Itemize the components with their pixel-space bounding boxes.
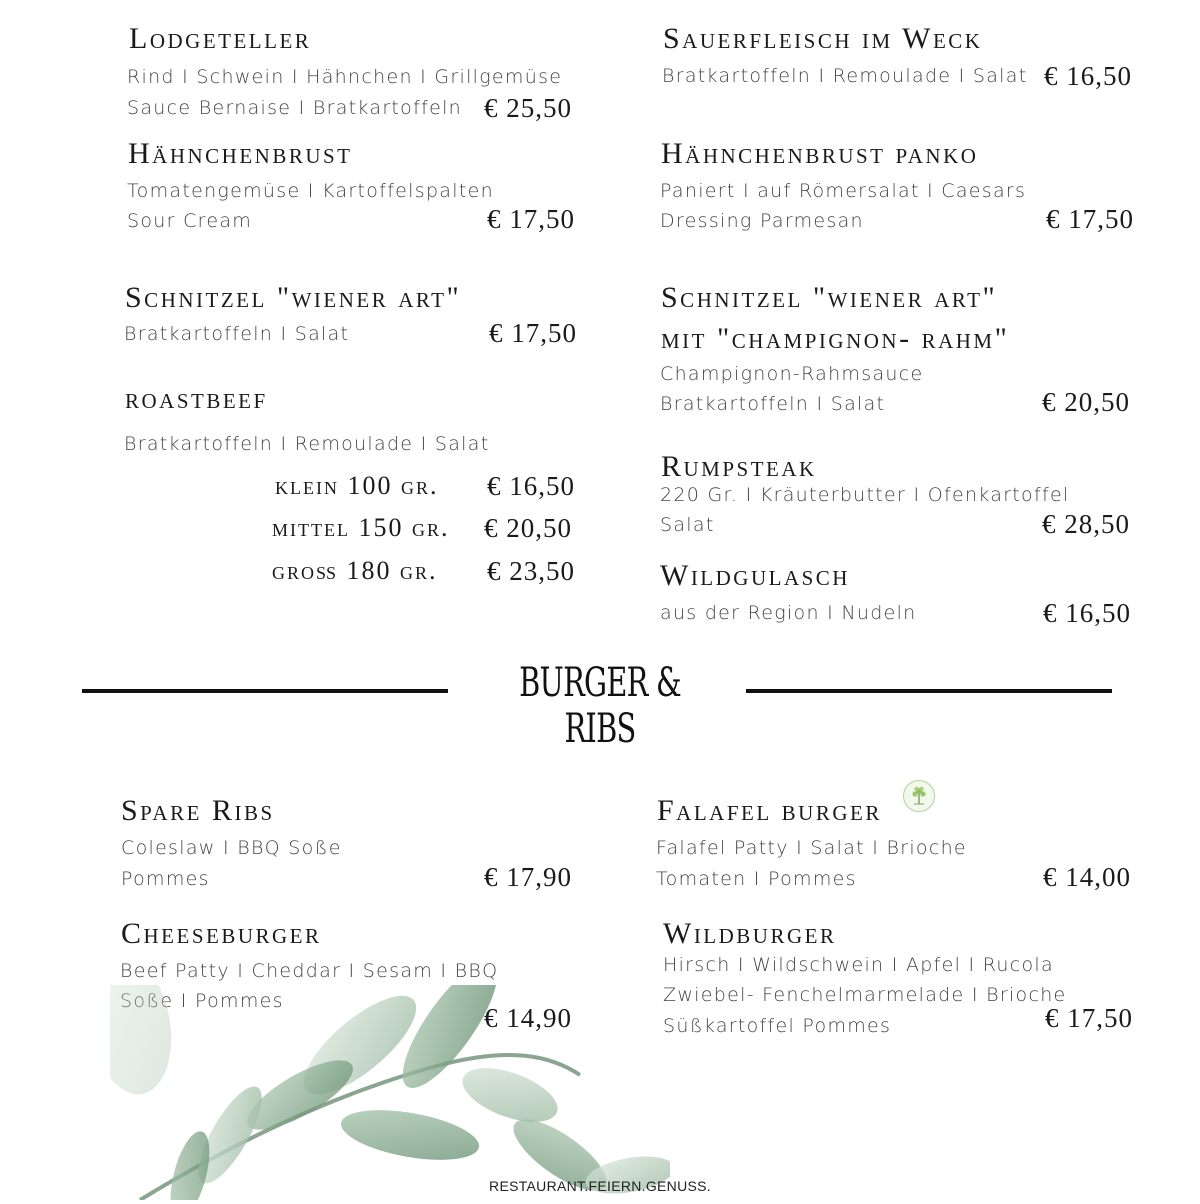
size-price: € 23,50: [487, 556, 575, 586]
size-price: € 20,50: [484, 513, 572, 543]
item-description: Rind I Schwein I Hähnchen I Grillgemüse: [127, 66, 563, 88]
eucalyptus-branch-illustration: [110, 985, 670, 1200]
item-title: Cheeseburger: [121, 917, 322, 950]
item-description: Paniert I auf Römersalat I Caesars: [660, 180, 1027, 202]
item-description: 220 Gr. I Kräuterbutter I Ofenkartoffel: [660, 484, 1070, 506]
item-description: Falafel Patty I Salat I Brioche: [656, 837, 967, 859]
item-description: Hirsch I Wildschwein I Apfel I Rucola: [663, 954, 1054, 976]
item-price: € 28,50: [1042, 509, 1130, 539]
item-title: Lodgeteller: [129, 22, 312, 55]
item-description: Soße I Pommes: [120, 990, 284, 1012]
item-title: roastbeef: [125, 382, 268, 415]
item-title: Wildburger: [663, 917, 837, 950]
item-description: Bratkartoffeln I Salat: [124, 323, 350, 345]
item-price: € 16,50: [1043, 598, 1131, 628]
item-description: Sauce Bernaise I Bratkartoffeln: [127, 97, 462, 119]
item-title: Spare Ribs: [121, 794, 275, 827]
item-price: € 17,50: [1045, 1003, 1133, 1033]
item-price: € 20,50: [1042, 387, 1130, 417]
item-description: Sour Cream: [127, 210, 253, 232]
leaf-tree-icon: [903, 780, 935, 812]
item-description: Salat: [660, 514, 715, 536]
item-description: Champignon-Rahmsauce: [660, 363, 924, 385]
item-title: Sauerfleisch im Weck: [663, 22, 983, 55]
footer-tagline: RESTAURANT.FEIERN.GENUSS.: [489, 1178, 711, 1194]
item-price: € 14,90: [484, 1003, 572, 1033]
size-label: mittel 150 gr.: [272, 513, 450, 542]
item-price: € 17,50: [487, 204, 575, 234]
item-description: Zwiebel- Fenchelmarmelade I Brioche: [663, 984, 1067, 1006]
item-title: Schnitzel "wiener art": [125, 281, 462, 314]
item-title: Hähnchenbrust: [128, 137, 353, 170]
item-title: Falafel burger: [657, 794, 882, 827]
item-price: € 17,90: [484, 862, 572, 892]
item-description: Beef Patty I Cheddar I Sesam I BBQ: [120, 960, 499, 982]
item-description: Dressing Parmesan: [660, 210, 864, 232]
item-description: Bratkartoffeln I Salat: [660, 393, 886, 415]
item-price: € 17,50: [1046, 204, 1134, 234]
divider-right: [746, 689, 1112, 693]
item-description: Tomaten I Pommes: [656, 868, 857, 890]
item-title: Schnitzel "wiener art": [661, 281, 998, 314]
section-heading: BURGER & RIBS: [519, 660, 681, 752]
item-description: Bratkartoffeln I Remoulade I Salat: [662, 65, 1028, 87]
item-description: Tomatengemüse I Kartoffelspalten: [127, 180, 494, 202]
item-description: Bratkartoffeln I Remoulade I Salat: [124, 433, 490, 455]
item-description: Süßkartoffel Pommes: [663, 1015, 892, 1037]
item-price: € 17,50: [489, 318, 577, 348]
item-title: Wildgulasch: [660, 559, 850, 592]
item-description: Pommes: [121, 868, 210, 890]
item-price: € 14,00: [1043, 862, 1131, 892]
size-label: klein 100 gr.: [275, 471, 439, 500]
item-title-line-2: mit "champignon- rahm": [661, 322, 1010, 355]
item-title: Hähnchenbrust panko: [661, 137, 979, 170]
item-description: Coleslaw I BBQ Soße: [121, 837, 342, 859]
item-price: € 16,50: [1044, 61, 1132, 91]
divider-left: [82, 689, 448, 693]
size-label: groß 180 gr.: [272, 556, 438, 585]
size-price: € 16,50: [487, 471, 575, 501]
item-description: aus der Region I Nudeln: [660, 602, 917, 624]
item-title: Rumpsteak: [661, 450, 817, 483]
item-price: € 25,50: [484, 93, 572, 123]
